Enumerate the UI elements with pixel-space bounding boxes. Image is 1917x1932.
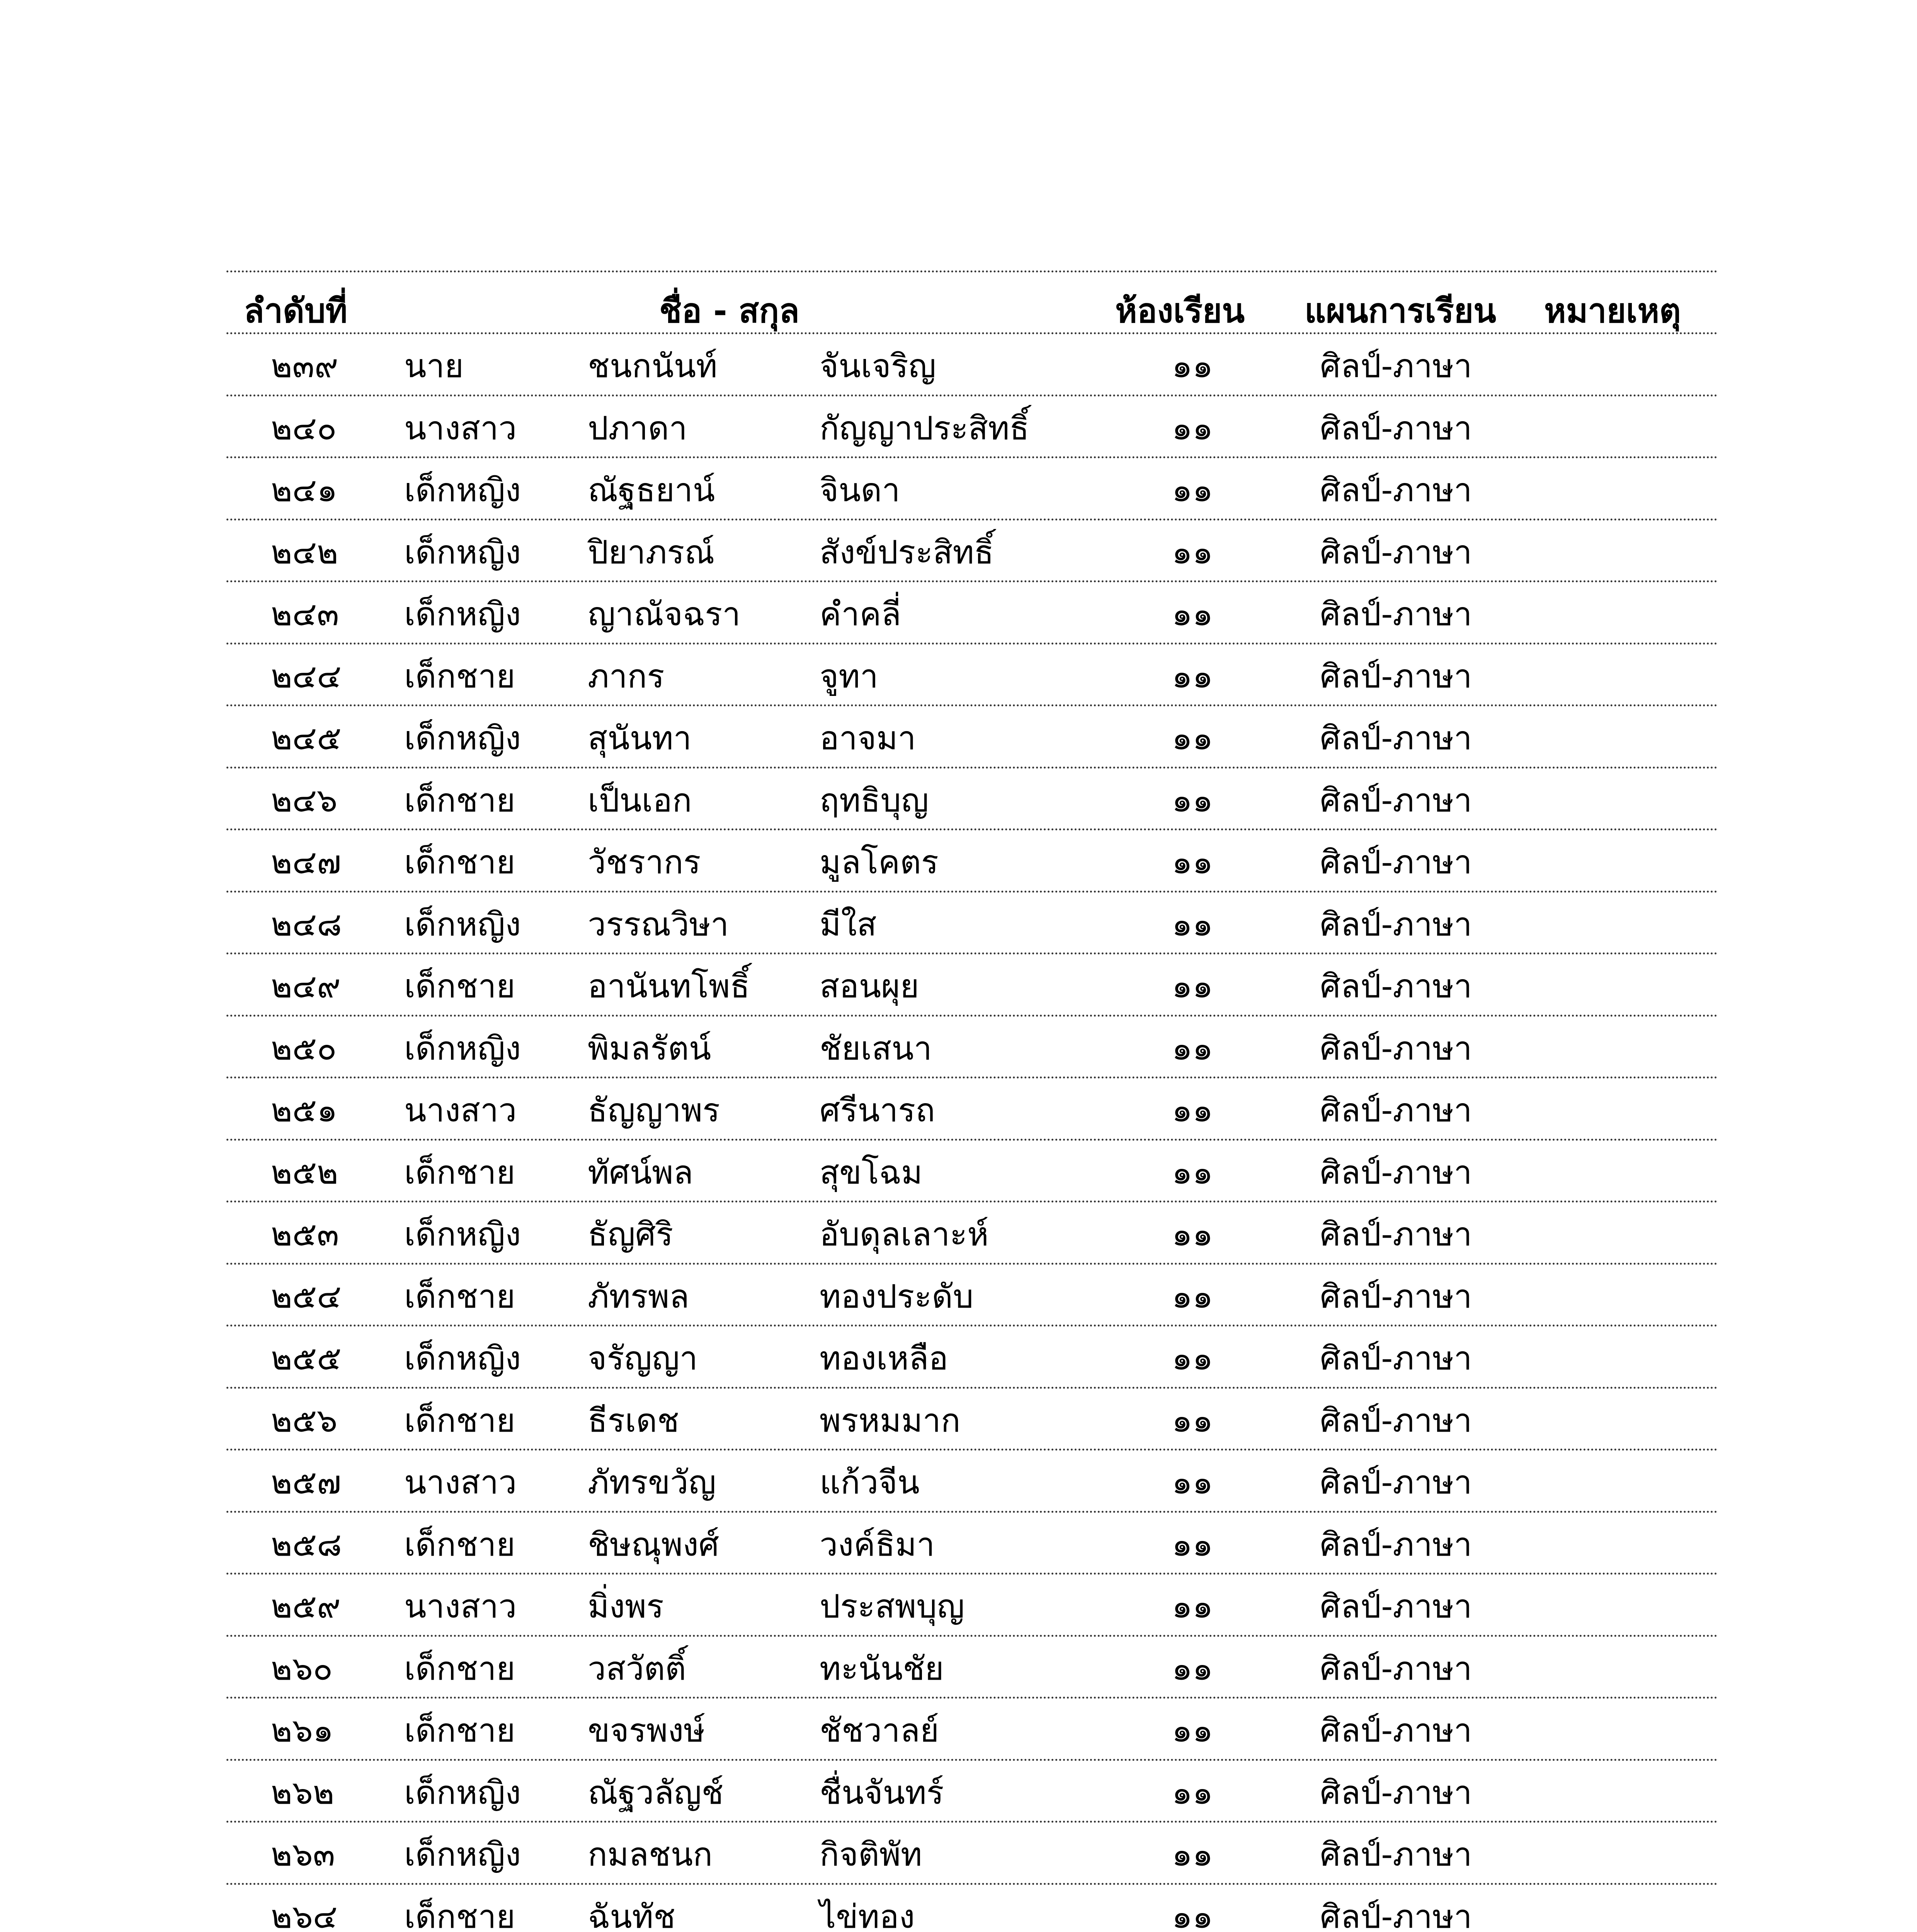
cell-last-name: ฤทธิบุญ <box>820 781 929 819</box>
table-row <box>226 1265 1718 1327</box>
table-row <box>226 1327 1718 1389</box>
cell-no: ๒๔๒ <box>271 533 338 571</box>
cell-first-name: ทัศน์พล <box>588 1153 693 1191</box>
header-room: ห้องเรียน <box>1115 292 1245 330</box>
cell-first-name: ภากร <box>588 657 665 695</box>
table-row <box>226 1761 1718 1823</box>
cell-no: ๒๕๙ <box>271 1587 341 1625</box>
cell-last-name: ชื่นจันทร์ <box>820 1773 944 1811</box>
cell-last-name: มูลโคตร <box>820 843 939 881</box>
table-row <box>226 893 1718 955</box>
cell-last-name: กัญญาประสิทธิ์ <box>820 409 1029 447</box>
table-body <box>226 334 1718 1932</box>
cell-plan: ศิลป์-ภาษา <box>1320 1649 1472 1687</box>
table-row <box>226 1885 1718 1932</box>
table-row <box>226 1699 1718 1761</box>
cell-last-name: วงค์ธิมา <box>820 1525 935 1563</box>
cell-prefix: เด็กชาย <box>404 1525 515 1563</box>
cell-plan: ศิลป์-ภาษา <box>1320 1215 1472 1253</box>
cell-last-name: จินดา <box>820 471 900 509</box>
cell-plan: ศิลป์-ภาษา <box>1320 533 1472 571</box>
cell-no: ๒๕๑ <box>271 1091 338 1129</box>
cell-room: ๑๑ <box>1172 1835 1213 1873</box>
cell-first-name: เป็นเอก <box>588 781 692 819</box>
cell-no: ๒๕๓ <box>271 1215 339 1253</box>
table-row <box>226 396 1718 459</box>
cell-prefix: เด็กหญิง <box>404 905 521 943</box>
cell-no: ๒๔๙ <box>271 967 341 1005</box>
cell-no: ๒๕๕ <box>271 1339 342 1377</box>
table-row <box>226 1202 1718 1265</box>
cell-last-name: ไข่ทอง <box>820 1897 915 1932</box>
cell-prefix: เด็กหญิง <box>404 595 521 633</box>
cell-room: ๑๑ <box>1172 1897 1213 1932</box>
cell-last-name: กิจติพัท <box>820 1835 922 1873</box>
cell-room: ๑๑ <box>1172 533 1213 571</box>
cell-room: ๑๑ <box>1172 1277 1213 1315</box>
cell-last-name: ชัยเสนา <box>820 1029 932 1067</box>
cell-first-name: ปภาดา <box>588 409 687 447</box>
cell-room: ๑๑ <box>1172 1773 1213 1811</box>
table-row <box>226 1451 1718 1513</box>
cell-room: ๑๑ <box>1172 1463 1213 1501</box>
cell-first-name: มิ่งพร <box>588 1587 664 1625</box>
table-row <box>226 1389 1718 1451</box>
cell-last-name: สุขโฉม <box>820 1153 923 1191</box>
cell-plan: ศิลป์-ภาษา <box>1320 967 1472 1005</box>
cell-plan: ศิลป์-ภาษา <box>1320 781 1472 819</box>
cell-first-name: สุนันทา <box>588 719 692 757</box>
cell-room: ๑๑ <box>1172 843 1213 881</box>
cell-no: ๒๓๙ <box>271 347 338 385</box>
table-row <box>226 830 1718 893</box>
cell-first-name: ธัญศิริ <box>588 1215 674 1253</box>
cell-plan: ศิลป์-ภาษา <box>1320 471 1472 509</box>
table-row <box>226 1637 1718 1699</box>
cell-no: ๒๔๗ <box>271 843 342 881</box>
cell-no: ๒๔๓ <box>271 595 339 633</box>
header-plan: แผนการเรียน <box>1305 292 1496 330</box>
cell-last-name: ชัชวาลย์ <box>820 1711 939 1749</box>
cell-room: ๑๑ <box>1172 347 1213 385</box>
table-row <box>226 1575 1718 1637</box>
header-note: หมายเหตุ <box>1544 292 1681 330</box>
cell-last-name: สังข์ประสิทธิ์ <box>820 533 994 571</box>
cell-room: ๑๑ <box>1172 1587 1213 1625</box>
cell-no: ๒๕๔ <box>271 1277 342 1315</box>
cell-last-name: ประสพบุญ <box>820 1587 965 1625</box>
cell-prefix: นางสาว <box>404 409 517 447</box>
cell-plan: ศิลป์-ภาษา <box>1320 1153 1472 1191</box>
cell-no: ๒๔๔ <box>271 657 342 695</box>
cell-prefix: เด็กชาย <box>404 1897 515 1932</box>
table-row <box>226 1823 1718 1885</box>
cell-room: ๑๑ <box>1172 1401 1213 1439</box>
cell-last-name: อับดุลเลาะห์ <box>820 1215 989 1253</box>
cell-no: ๒๕๖ <box>271 1401 338 1439</box>
header-name: ชื่อ - สกุล <box>659 292 799 330</box>
cell-room: ๑๑ <box>1172 1649 1213 1687</box>
cell-prefix: เด็กชาย <box>404 1153 515 1191</box>
cell-prefix: เด็กชาย <box>404 1277 515 1315</box>
cell-prefix: เด็กหญิง <box>404 1835 521 1873</box>
cell-prefix: นางสาว <box>404 1587 517 1625</box>
cell-no: ๒๔๕ <box>271 719 342 757</box>
cell-first-name: ภัทรพล <box>588 1277 689 1315</box>
cell-room: ๑๑ <box>1172 1215 1213 1253</box>
cell-no: ๒๔๐ <box>271 409 337 447</box>
cell-room: ๑๑ <box>1172 1711 1213 1749</box>
cell-first-name: ณัฐวลัญช์ <box>588 1773 724 1811</box>
cell-plan: ศิลป์-ภาษา <box>1320 409 1472 447</box>
cell-last-name: ศรีนารถ <box>820 1091 936 1129</box>
cell-first-name: ธัญญาพร <box>588 1091 720 1129</box>
cell-room: ๑๑ <box>1172 409 1213 447</box>
header-no: ลำดับที่ <box>244 292 348 330</box>
cell-last-name: ทองประดับ <box>820 1277 974 1315</box>
cell-last-name: ทะนันชัย <box>820 1649 944 1687</box>
cell-last-name: แก้วจีน <box>820 1463 920 1501</box>
table-row <box>226 954 1718 1017</box>
cell-first-name: ขจรพงษ์ <box>588 1711 705 1749</box>
table-row <box>226 458 1718 520</box>
cell-prefix: เด็กหญิง <box>404 1773 521 1811</box>
cell-plan: ศิลป์-ภาษา <box>1320 1091 1472 1129</box>
cell-last-name: จันเจริญ <box>820 347 936 385</box>
cell-prefix: เด็กชาย <box>404 843 515 881</box>
table-row <box>226 1078 1718 1141</box>
cell-no: ๒๖๔ <box>271 1897 338 1932</box>
cell-plan: ศิลป์-ภาษา <box>1320 719 1472 757</box>
cell-first-name: ภัทรขวัญ <box>588 1463 716 1501</box>
cell-first-name: ณัฐธยาน์ <box>588 471 715 509</box>
cell-plan: ศิลป์-ภาษา <box>1320 1277 1472 1315</box>
cell-first-name: อานันทโพธิ์ <box>588 967 750 1005</box>
table-row <box>226 520 1718 583</box>
cell-no: ๒๖๒ <box>271 1773 335 1811</box>
cell-last-name: พรหมมาก <box>820 1401 961 1439</box>
cell-room: ๑๑ <box>1172 719 1213 757</box>
cell-first-name: กมลชนก <box>588 1835 713 1873</box>
cell-room: ๑๑ <box>1172 657 1213 695</box>
table-row <box>226 1513 1718 1575</box>
cell-prefix: เด็กชาย <box>404 1401 515 1439</box>
cell-last-name: สอนผุย <box>820 967 919 1005</box>
cell-plan: ศิลป์-ภาษา <box>1320 1463 1472 1501</box>
cell-first-name: จรัญญา <box>588 1339 698 1377</box>
cell-room: ๑๑ <box>1172 905 1213 943</box>
cell-plan: ศิลป์-ภาษา <box>1320 347 1472 385</box>
cell-prefix: เด็กหญิง <box>404 1215 521 1253</box>
cell-first-name: วสวัตติ์ <box>588 1649 686 1687</box>
cell-first-name: ปิยาภรณ์ <box>588 533 715 571</box>
cell-plan: ศิลป์-ภาษา <box>1320 1711 1472 1749</box>
table-header <box>226 270 1718 334</box>
cell-first-name: พิมลรัตน์ <box>588 1029 711 1067</box>
table-row <box>226 645 1718 707</box>
cell-room: ๑๑ <box>1172 1091 1213 1129</box>
cell-first-name: ญาณัจฉรา <box>588 595 741 633</box>
cell-plan: ศิลป์-ภาษา <box>1320 843 1472 881</box>
cell-first-name: วรรณวิษา <box>588 905 729 943</box>
cell-plan: ศิลป์-ภาษา <box>1320 1897 1472 1932</box>
cell-plan: ศิลป์-ภาษา <box>1320 1339 1472 1377</box>
table-row <box>226 334 1718 396</box>
cell-no: ๒๕๘ <box>271 1525 342 1563</box>
cell-last-name: ทองเหลือ <box>820 1339 948 1377</box>
cell-no: ๒๕๒ <box>271 1153 338 1191</box>
cell-prefix: นาย <box>404 347 464 385</box>
cell-no: ๒๖๐ <box>271 1649 333 1687</box>
cell-plan: ศิลป์-ภาษา <box>1320 1029 1472 1067</box>
cell-prefix: เด็กหญิง <box>404 471 521 509</box>
cell-plan: ศิลป์-ภาษา <box>1320 905 1472 943</box>
cell-prefix: เด็กชาย <box>404 781 515 819</box>
cell-last-name: คำคลี่ <box>820 595 902 633</box>
cell-prefix: เด็กหญิง <box>404 1339 521 1377</box>
cell-prefix: เด็กชาย <box>404 1649 515 1687</box>
cell-plan: ศิลป์-ภาษา <box>1320 1525 1472 1563</box>
cell-room: ๑๑ <box>1172 1525 1213 1563</box>
cell-no: ๒๖๓ <box>271 1835 335 1873</box>
table-row <box>226 1017 1718 1079</box>
table-row <box>226 769 1718 831</box>
table-row <box>226 1141 1718 1203</box>
cell-prefix: เด็กชาย <box>404 1711 515 1749</box>
student-list-table <box>226 270 1718 1932</box>
table-row <box>226 706 1718 769</box>
cell-room: ๑๑ <box>1172 781 1213 819</box>
cell-plan: ศิลป์-ภาษา <box>1320 1773 1472 1811</box>
cell-room: ๑๑ <box>1172 1153 1213 1191</box>
cell-room: ๑๑ <box>1172 1339 1213 1377</box>
cell-room: ๑๑ <box>1172 967 1213 1005</box>
cell-no: ๒๔๑ <box>271 471 338 509</box>
cell-room: ๑๑ <box>1172 471 1213 509</box>
cell-first-name: ธีรเดช <box>588 1401 679 1439</box>
cell-room: ๑๑ <box>1172 1029 1213 1067</box>
cell-no: ๒๕๐ <box>271 1029 337 1067</box>
cell-prefix: เด็กหญิง <box>404 719 521 757</box>
cell-plan: ศิลป์-ภาษา <box>1320 1835 1472 1873</box>
cell-last-name: มีใส <box>820 905 877 943</box>
cell-prefix: เด็กชาย <box>404 657 515 695</box>
cell-first-name: ฉันทัช <box>588 1897 676 1932</box>
cell-plan: ศิลป์-ภาษา <box>1320 1401 1472 1439</box>
cell-no: ๒๖๑ <box>271 1711 334 1749</box>
cell-prefix: เด็กหญิง <box>404 533 521 571</box>
cell-prefix: เด็กหญิง <box>404 1029 521 1067</box>
cell-first-name: ชนกนันท์ <box>588 347 718 385</box>
cell-last-name: จูทา <box>820 657 878 695</box>
cell-plan: ศิลป์-ภาษา <box>1320 595 1472 633</box>
cell-plan: ศิลป์-ภาษา <box>1320 1587 1472 1625</box>
table-row <box>226 582 1718 645</box>
cell-first-name: วัชรากร <box>588 843 701 881</box>
cell-no: ๒๕๗ <box>271 1463 342 1501</box>
cell-plan: ศิลป์-ภาษา <box>1320 657 1472 695</box>
cell-last-name: อาจมา <box>820 719 916 757</box>
cell-room: ๑๑ <box>1172 595 1213 633</box>
cell-prefix: เด็กชาย <box>404 967 515 1005</box>
cell-no: ๒๔๘ <box>271 905 342 943</box>
cell-prefix: นางสาว <box>404 1091 517 1129</box>
cell-prefix: นางสาว <box>404 1463 517 1501</box>
cell-first-name: ชิษณุพงศ์ <box>588 1525 720 1563</box>
cell-no: ๒๔๖ <box>271 781 338 819</box>
